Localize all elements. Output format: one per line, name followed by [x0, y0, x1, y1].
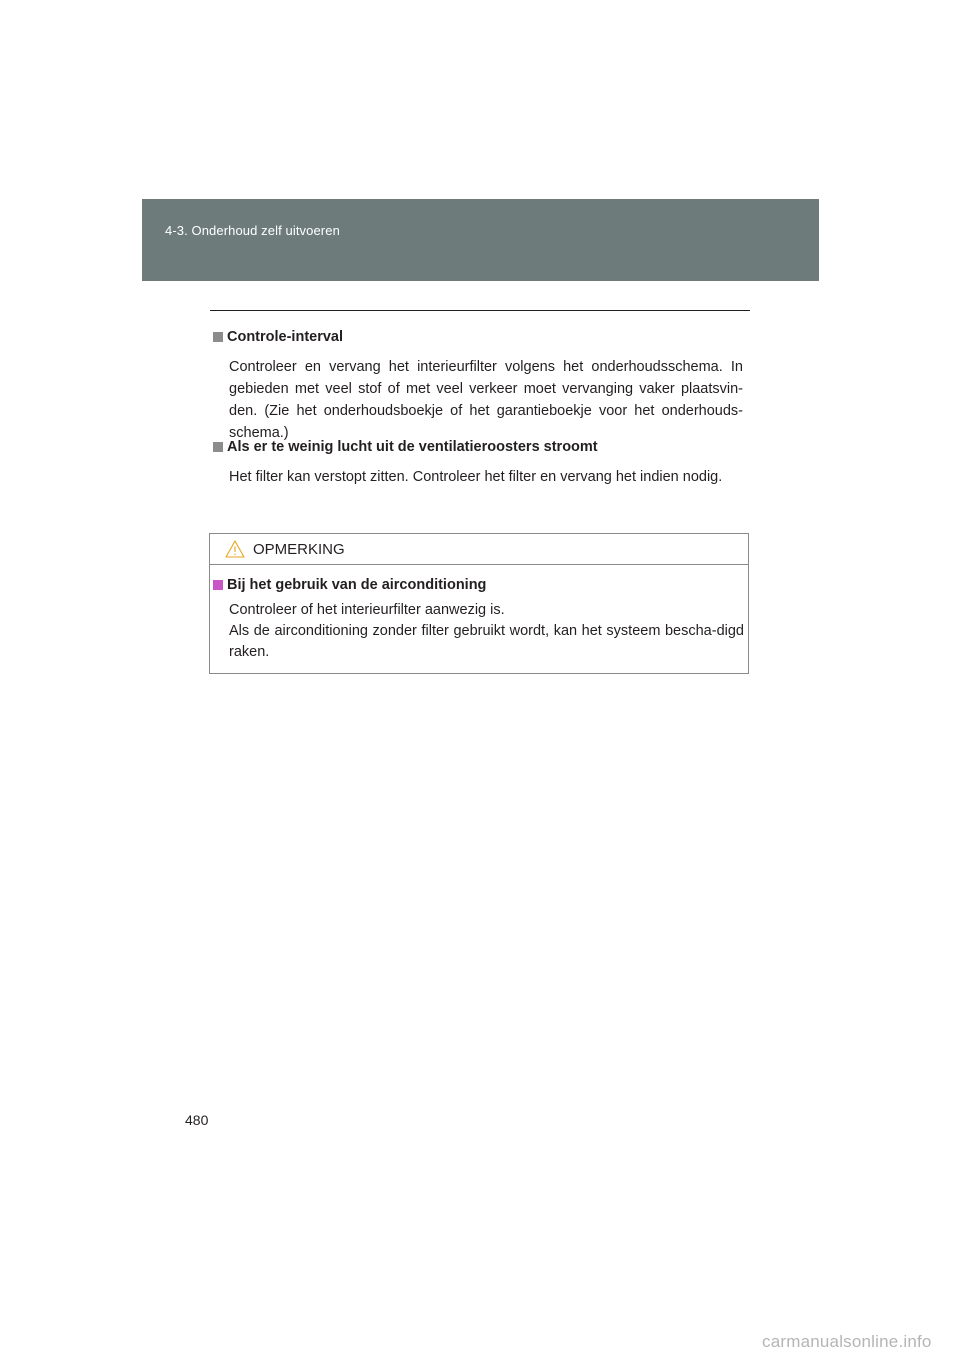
- square-bullet-icon: [213, 580, 223, 590]
- section-heading-text: Als er te weinig lucht uit de ventilatieroosters stroomt: [227, 439, 598, 455]
- notice-line: Controleer of het interieurfilter aanwezig is.: [229, 602, 505, 618]
- watermark: carmanualsonline.info: [762, 1332, 932, 1351]
- notice-header: [210, 534, 748, 565]
- notice-box: [209, 533, 749, 674]
- notice-body-text: [229, 600, 744, 663]
- section-heading: [213, 327, 743, 347]
- section-heading: [213, 437, 743, 457]
- notice-title: OPMERKING: [253, 540, 345, 558]
- notice-heading: [213, 575, 744, 595]
- section-title: 4-3. Onderhoud zelf uitvoeren: [165, 223, 340, 238]
- section-heading-text: Controle-interval: [227, 329, 344, 345]
- section-weinig-lucht: [213, 437, 743, 488]
- page-number: 480: [185, 1112, 209, 1128]
- warning-triangle-icon: [225, 540, 245, 558]
- section-header-band: [142, 199, 819, 281]
- notice-line: Als de airconditioning zonder filter gebruikt wordt, kan het systeem bescha-digd raken.: [229, 623, 744, 660]
- section-body-text: Het filter kan verstopt zitten. Controleer het filter en vervang het indien nodig.: [229, 469, 723, 485]
- notice-heading-text: Bij het gebruik van de airconditioning: [227, 577, 487, 593]
- section-controle-interval: [213, 327, 743, 444]
- section-body-text: Controleer en vervang het interieurfilter volgens het onderhoudsschema. In gebieden met veel stof of met veel verkeer moet vervanging vaker plaatsvin-den. (Zie het onderhoudsboekje of het garantieboekje voor het onderhouds-schema.): [229, 359, 743, 441]
- square-bullet-icon: [213, 442, 223, 452]
- notice-body: [213, 575, 744, 663]
- square-bullet-icon: [213, 332, 223, 342]
- top-divider: [210, 310, 750, 311]
